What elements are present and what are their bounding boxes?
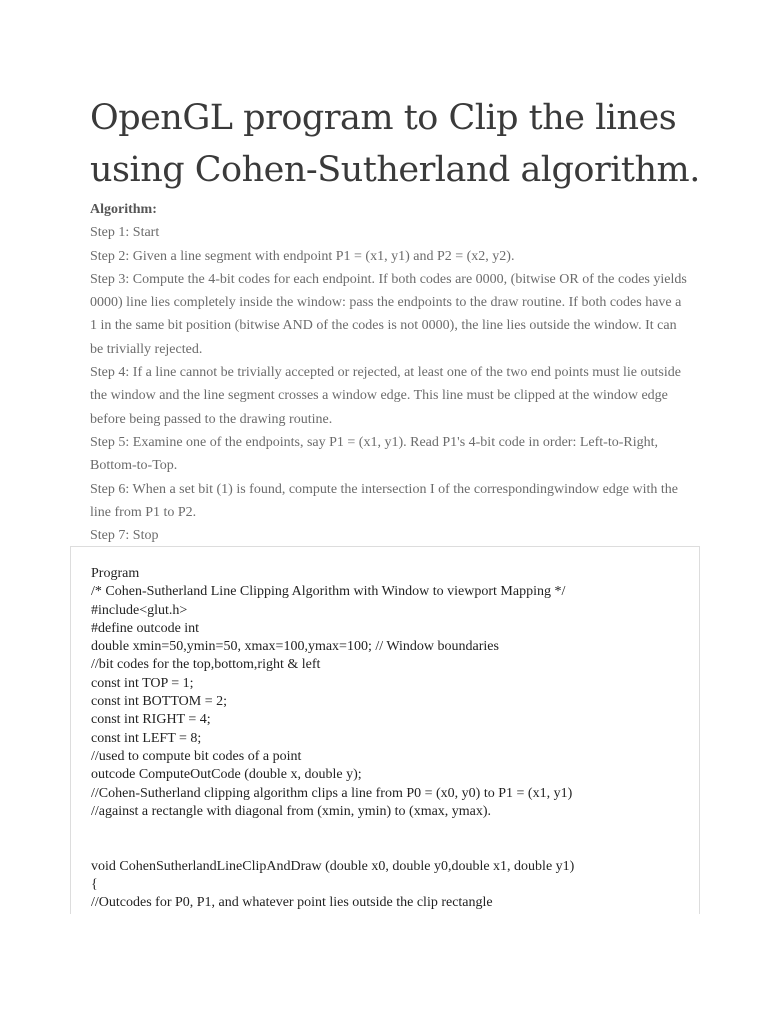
code-line: #define outcode int (91, 620, 200, 636)
algorithm-heading: Algorithm: (90, 202, 157, 217)
code-listing (91, 565, 691, 913)
code-line: #include<glut.h> (91, 602, 188, 618)
code-line: //Cohen-Sutherland clipping algorithm clips a line from P0 = (x0, y0) to P1 = (x1, y1) (91, 785, 573, 801)
algorithm-section (90, 198, 690, 547)
algorithm-step: Step 4: If a line cannot be trivially accepted or rejected, at least one of the two end points must lie outside the window and the line segment crosses a window edge. This line must be clipped at the window edge before being passed to the drawing routine. (90, 365, 681, 427)
algorithm-step: Step 5: Examine one of the endpoints, say P1 = (x1, y1). Read P1's 4-bit code in order: Left-to-Right, Bottom-to-Top. (90, 434, 658, 474)
code-line (91, 839, 691, 857)
code-line: const int TOP = 1; (91, 675, 194, 691)
algorithm-step: Step 3: Compute the 4-bit codes for each endpoint. If both codes are 0000, (bitwise OR of the codes yields 0000) line lies completely inside the window: pass the endpoints to the draw routine. If both codes have a 1 in the same bit position (bitwise AND of the codes is not 0000), the line lies outside the window. It can be trivially rejected. (90, 271, 687, 357)
code-block (70, 546, 700, 914)
code-line: //used to compute bit codes of a point (91, 748, 302, 764)
code-line: /* Cohen-Sutherland Line Clipping Algorithm with Window to viewport Mapping */ (91, 584, 566, 600)
code-line: //against a rectangle with diagonal from (xmin, ymin) to (xmax, ymax). (91, 803, 492, 819)
code-line: double xmin=50,ymin=50, xmax=100,ymax=100; // Window boundaries (91, 639, 499, 655)
code-line (91, 821, 691, 839)
algorithm-step: Step 7: Stop (90, 528, 159, 544)
code-line: const int RIGHT = 4; (91, 712, 211, 728)
algorithm-step: Step 1: Start (90, 225, 160, 241)
code-line: //bit codes for the top,bottom,right & left (91, 657, 321, 673)
page-title: OpenGL program to Clip the lines using Cohen-Sutherland algorithm. (90, 98, 700, 190)
code-line: const int BOTTOM = 2; (91, 694, 227, 710)
code-line: outcode ComputeOutCode (double x, double y); (91, 767, 362, 783)
code-line: void CohenSutherlandLineClipAndDraw (double x0, double y0,double x1, double y1) (91, 858, 575, 874)
code-line: { (91, 877, 98, 893)
algorithm-step: Step 6: When a set bit (1) is found, compute the intersection I of the correspondingwindow edge with the line from P1 to P2. (90, 481, 678, 520)
code-line: Program (91, 566, 140, 581)
algorithm-step: Step 2: Given a line segment with endpoint P1 = (x1, y1) and P2 = (x2, y2). (90, 248, 515, 264)
code-line: //Outcodes for P0, P1, and whatever point lies outside the clip rectangle (91, 895, 493, 911)
code-line: const int LEFT = 8; (91, 730, 202, 746)
